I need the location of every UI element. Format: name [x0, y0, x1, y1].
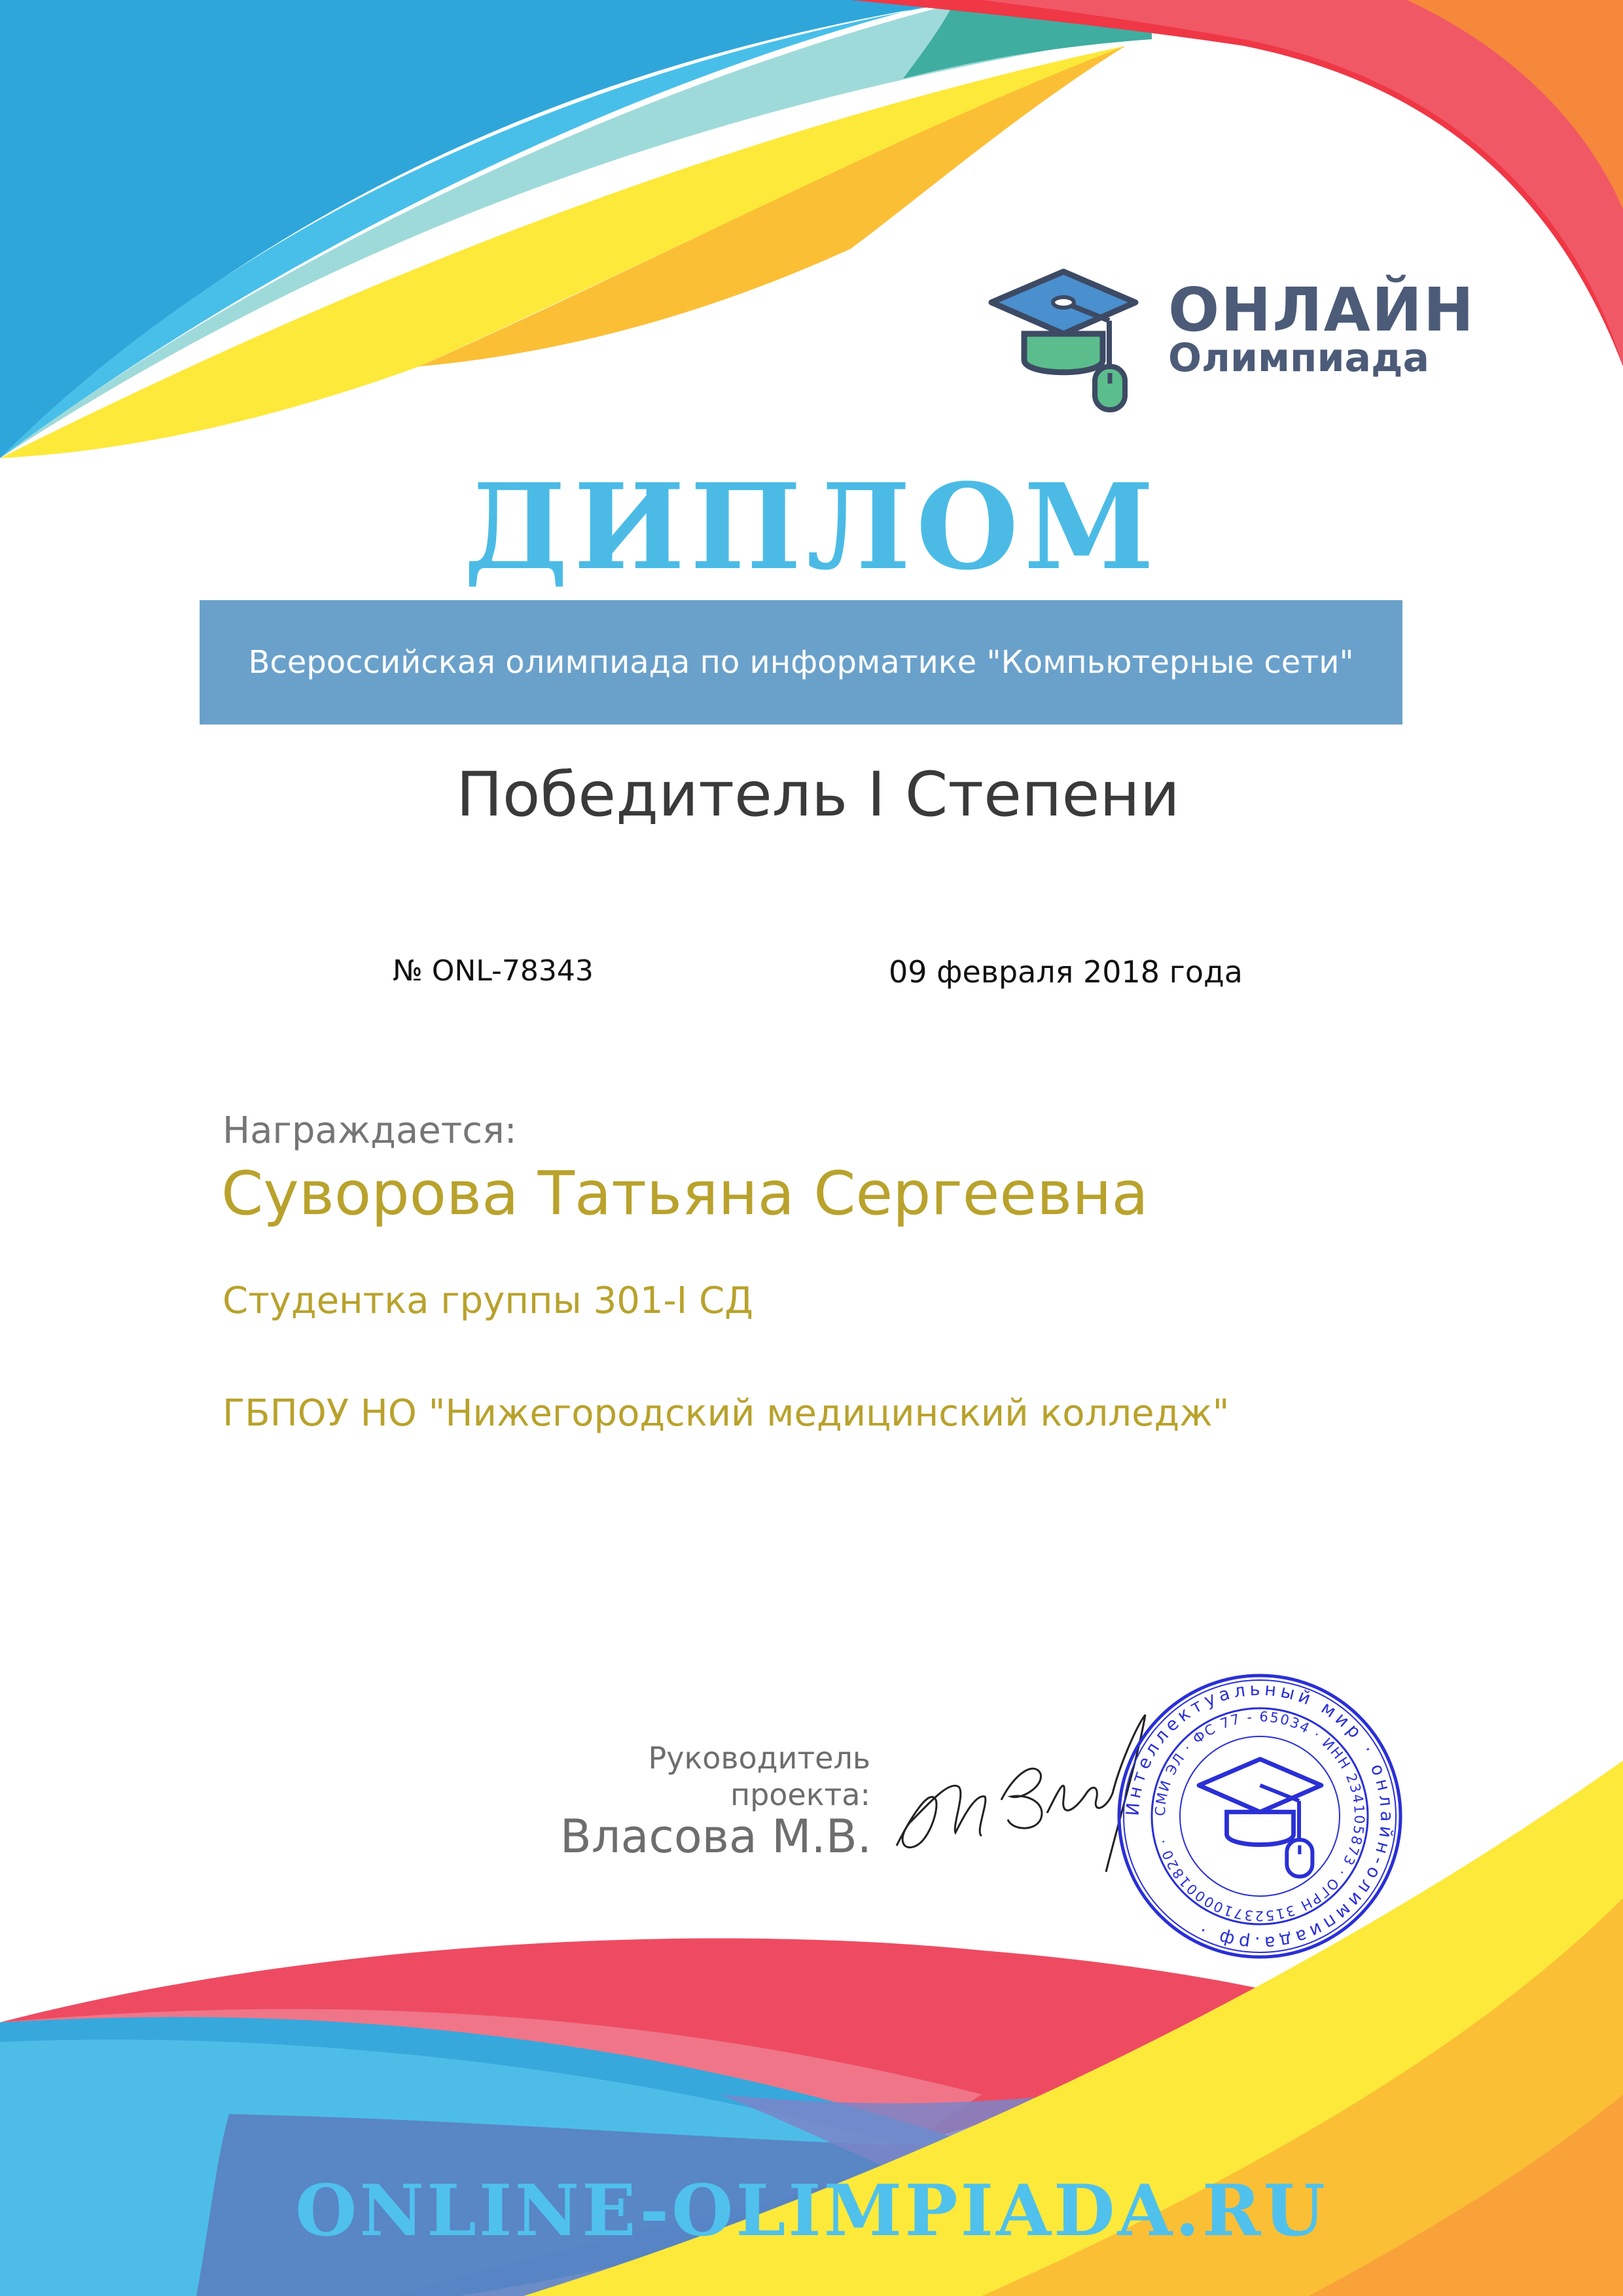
svg-text:СМИ ЭЛ · ФС 77 - 65034 · ИНН 2	[1152, 1709, 1367, 1924]
olympiad-banner	[200, 600, 1402, 725]
signatory-name: Власова М.В.	[560, 1810, 872, 1863]
recipient-group: Студентка группы 301-I СД	[223, 1280, 753, 1322]
logo-line2: Олимпиада	[1168, 335, 1429, 381]
official-seal	[1113, 1669, 1407, 1964]
footer-url: ONLINE-OLIMPIADA.RU	[295, 2170, 1328, 2252]
signatory-role-line2: проекта:	[730, 1777, 870, 1812]
recipient-name: Суворова Татьяна Сергеевна	[221, 1158, 1149, 1229]
degree-heading: Победитель I Степени	[456, 759, 1180, 831]
graduation-cap-mouse-icon	[978, 262, 1149, 419]
certificate-number: № ONL-78343	[393, 954, 594, 988]
seal-inner-text: СМИ ЭЛ · ФС 77 - 65034 · ИНН 234105873 · ОГРН 315237100001820 ·	[1152, 1708, 1368, 1924]
seal-outer-text: Интеллектуальный мир · онлайн-олимпиада.рф ·	[1122, 1679, 1397, 1954]
signatory-role	[649, 1740, 870, 1813]
olympiad-name: Всероссийская олимпиада по информатике "Компьютерные сети"	[248, 644, 1354, 681]
certificate-date: 09 февраля 2018 года	[889, 954, 1243, 990]
seal-cap-mouse-icon	[1199, 1759, 1321, 1876]
recipient-institution: ГБПОУ НО "Нижегородский медицинский колледж"	[223, 1392, 1230, 1435]
awarded-label: Награждается:	[223, 1109, 517, 1152]
diploma-title: ДИПЛОМ	[463, 458, 1160, 596]
logo	[978, 262, 1475, 419]
logo-line1: ОНЛАЙН	[1168, 275, 1475, 345]
signatory-role-line1: Руководитель	[648, 1740, 870, 1776]
